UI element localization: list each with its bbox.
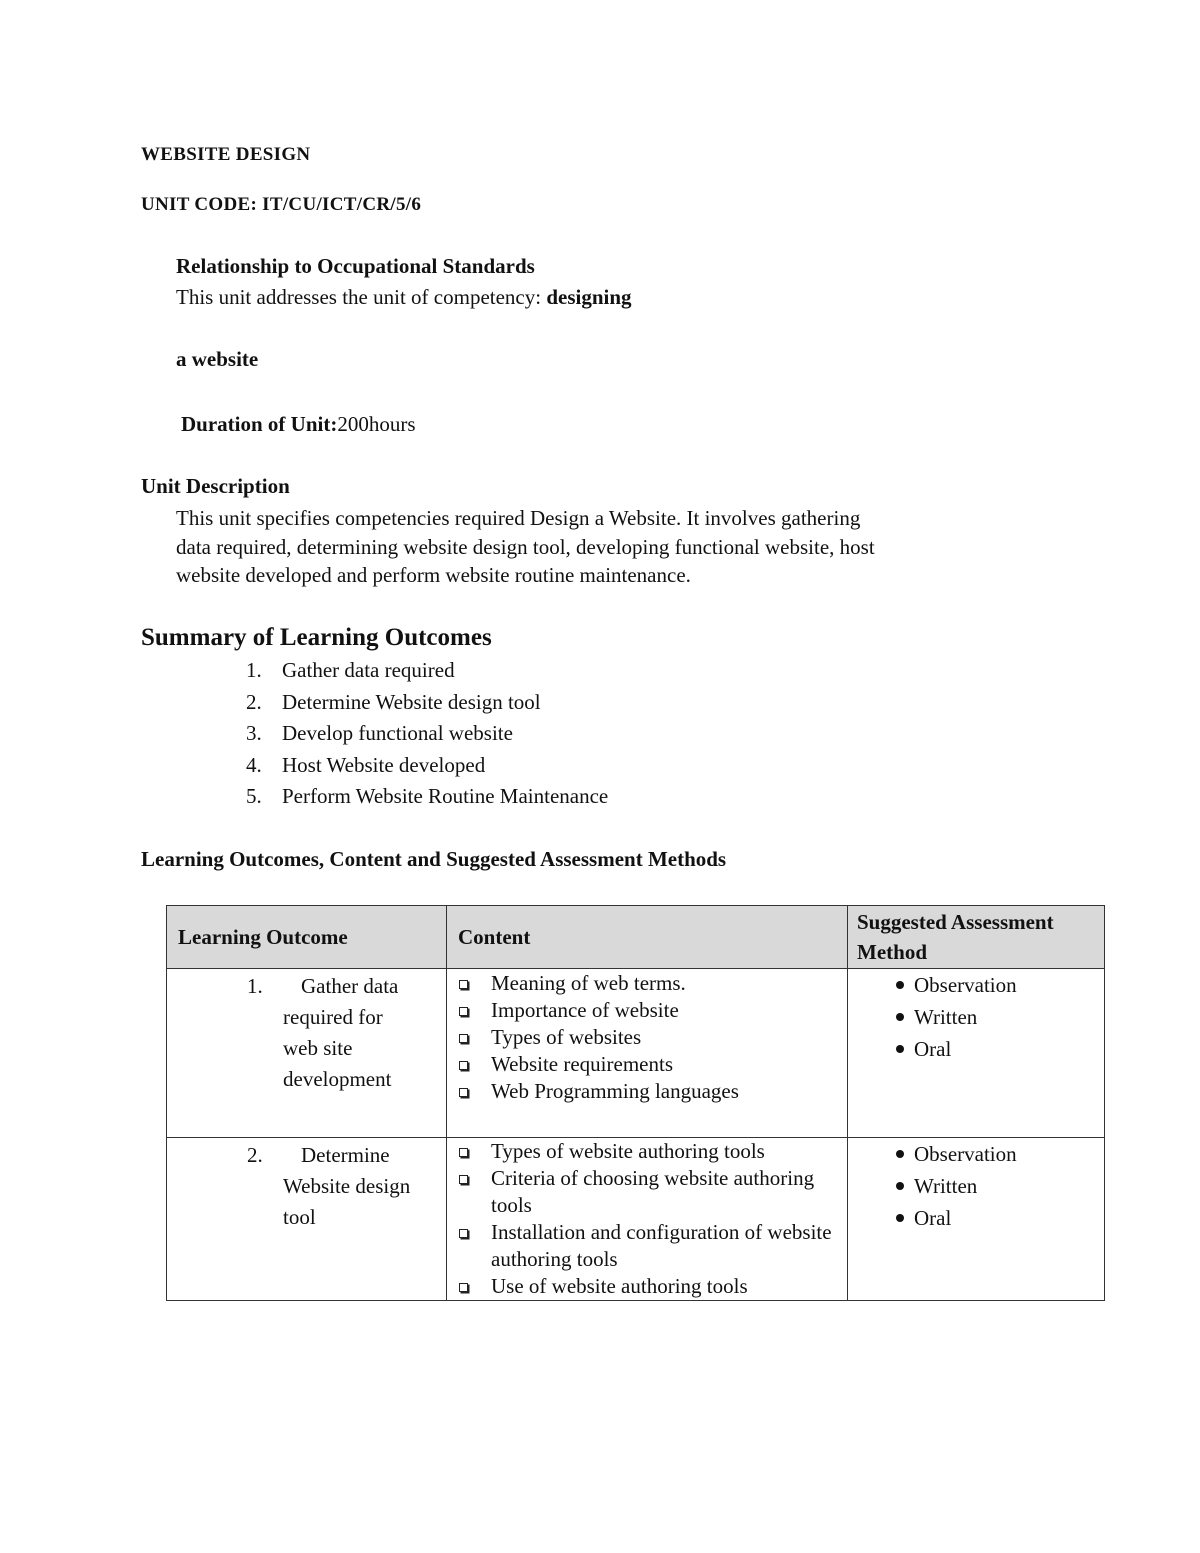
list-text: Develop functional website bbox=[282, 721, 513, 745]
bullet-dot-icon bbox=[896, 1013, 904, 1021]
outcome-text-line: Website design bbox=[283, 1174, 411, 1198]
method-text: Observation bbox=[914, 1142, 1017, 1166]
learning-outcome-cell bbox=[167, 969, 447, 1138]
duration-line bbox=[181, 411, 416, 437]
content-item bbox=[447, 997, 847, 1024]
content-text: Website requirements bbox=[491, 1052, 673, 1076]
assessment-method-cell bbox=[848, 969, 1105, 1138]
bullet-dot-icon bbox=[896, 1150, 904, 1158]
method-text: Oral bbox=[914, 1206, 952, 1230]
table-header-row bbox=[167, 906, 1105, 969]
list-number: 3. bbox=[246, 721, 262, 745]
checkbox-bullet-icon bbox=[459, 1061, 468, 1070]
list-number: 2. bbox=[246, 689, 262, 714]
table-row bbox=[167, 969, 1105, 1138]
relationship-heading: Relationship to Occupational Standards bbox=[176, 254, 535, 278]
content-text: Types of websites bbox=[491, 1025, 642, 1049]
bullet-dot-icon bbox=[896, 981, 904, 989]
list-number: 1. bbox=[246, 658, 262, 682]
unit-code: UNIT CODE: IT/CU/ICT/CR/5/6 bbox=[141, 194, 422, 215]
list-number: 5. bbox=[246, 784, 262, 808]
outcome-text-line: Gather data bbox=[301, 974, 399, 998]
method-item bbox=[848, 1033, 1104, 1065]
method-item bbox=[848, 1202, 1104, 1234]
content-text: Installation and configuration of website authoring tools bbox=[491, 1220, 832, 1271]
column-header-assessment-method: Suggested Assessment Method bbox=[848, 906, 1105, 969]
column-header-learning-outcome: Learning Outcome bbox=[167, 906, 447, 969]
content-text: Web Programming languages bbox=[491, 1079, 739, 1103]
document-title: WEBSITE DESIGN bbox=[141, 144, 311, 165]
method-list bbox=[848, 969, 1104, 1065]
method-list bbox=[848, 1138, 1104, 1234]
table-heading: Learning Outcomes, Content and Suggested Assessment Methods bbox=[141, 847, 727, 871]
content-text: Meaning of web terms. bbox=[491, 971, 686, 995]
list-text: Perform Website Routine Maintenance bbox=[282, 784, 609, 808]
unit-description-line: website developed and perform website routine maintenance. bbox=[176, 563, 691, 587]
checkbox-bullet-icon bbox=[459, 1007, 468, 1016]
unit-description-line: This unit specifies competencies required Design a Website. It involves gathering bbox=[176, 506, 861, 530]
content-item bbox=[447, 1165, 847, 1219]
bullet-dot-icon bbox=[896, 1045, 904, 1053]
outcomes-table bbox=[166, 905, 1105, 1301]
content-cell bbox=[447, 969, 848, 1138]
relationship-text-body: This unit addresses the unit of competency: bbox=[176, 285, 547, 309]
duration-label: Duration of Unit: bbox=[181, 412, 338, 436]
content-item bbox=[447, 1078, 847, 1105]
list-number: 4. bbox=[246, 752, 262, 777]
content-item bbox=[447, 1024, 847, 1051]
checkbox-bullet-icon bbox=[459, 1034, 468, 1043]
checkbox-bullet-icon bbox=[459, 980, 468, 989]
checkbox-bullet-icon bbox=[459, 1175, 468, 1184]
outcome-number: 1. bbox=[247, 974, 263, 998]
content-text: Criteria of choosing website authoring tools bbox=[491, 1166, 815, 1217]
outcome-text-line: Determine bbox=[301, 1143, 390, 1167]
competency-name-part1: designing bbox=[546, 285, 632, 309]
content-item bbox=[447, 970, 847, 997]
unit-description-heading: Unit Description bbox=[141, 474, 290, 498]
bullet-dot-icon bbox=[896, 1214, 904, 1222]
learning-outcome-cell bbox=[167, 1138, 447, 1301]
table-row bbox=[167, 1138, 1105, 1301]
checkbox-bullet-icon bbox=[459, 1088, 468, 1097]
method-item bbox=[848, 1001, 1104, 1033]
method-item bbox=[848, 969, 1104, 1001]
outcome-text-line: required for bbox=[283, 1005, 383, 1029]
outcome-text-line: tool bbox=[283, 1205, 316, 1229]
unit-description-line: data required, determining website design tool, developing functional website, host bbox=[176, 535, 875, 559]
duration-value: 200hours bbox=[337, 412, 416, 436]
outcome-number: 2. bbox=[247, 1143, 263, 1167]
bullet-dot-icon bbox=[896, 1182, 904, 1190]
column-header-content: Content bbox=[447, 906, 848, 969]
content-text: Importance of website bbox=[491, 998, 679, 1022]
outcome-text-line: web site bbox=[283, 1036, 353, 1060]
content-text: Use of website authoring tools bbox=[491, 1274, 748, 1298]
list-text: Determine Website design tool bbox=[282, 689, 541, 714]
content-item bbox=[447, 1219, 847, 1273]
method-text: Observation bbox=[914, 973, 1017, 997]
content-item bbox=[447, 1273, 847, 1300]
content-cell bbox=[447, 1138, 848, 1301]
checkbox-bullet-icon bbox=[459, 1229, 468, 1238]
method-text: Written bbox=[914, 1005, 978, 1029]
content-list bbox=[447, 970, 847, 1105]
competency-name-part2: a website bbox=[176, 347, 259, 371]
content-text: Types of website authoring tools bbox=[491, 1139, 765, 1163]
outcome-text-line: development bbox=[283, 1067, 392, 1091]
list-text: Host Website developed bbox=[282, 752, 486, 777]
method-text: Written bbox=[914, 1174, 978, 1198]
relationship-text bbox=[176, 284, 632, 310]
content-item bbox=[447, 1051, 847, 1078]
method-text: Oral bbox=[914, 1037, 952, 1061]
summary-heading: Summary of Learning Outcomes bbox=[141, 624, 492, 651]
content-list bbox=[447, 1138, 847, 1300]
assessment-method-cell bbox=[848, 1138, 1105, 1301]
checkbox-bullet-icon bbox=[459, 1283, 468, 1292]
method-item bbox=[848, 1138, 1104, 1170]
checkbox-bullet-icon bbox=[459, 1148, 468, 1157]
list-text: Gather data required bbox=[282, 658, 455, 682]
method-item bbox=[848, 1170, 1104, 1202]
content-item bbox=[447, 1138, 847, 1165]
